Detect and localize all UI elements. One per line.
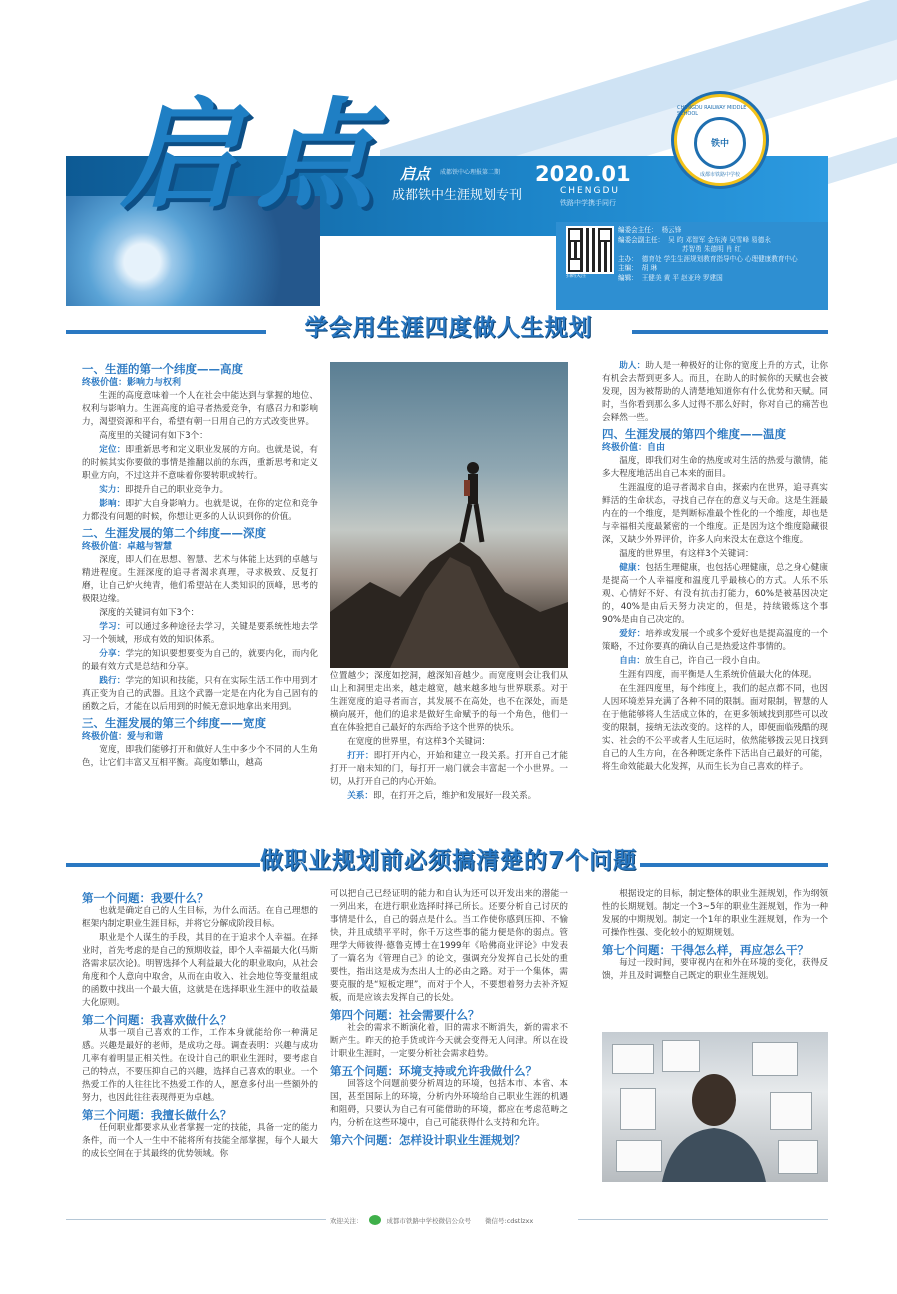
question-heading: 第五个问题：环境支持或允许我做什么？ <box>330 1064 537 1078</box>
keyword-text: 即重新思考和定义职业发展的方向。也就是说，有的时候其实你要做的事情是推翻以前的东西，重新思考和定义职业方向，不过这并不意味着你要转职或转行。 <box>82 445 318 481</box>
paragraph: 温度的世界里，有这样3个关键词： <box>619 549 754 559</box>
credit-row <box>618 274 828 284</box>
keyword-text: 即打开内心，开始和建立一段关系。打开自己才能打开一扇未知的门，每打开一扇门就会丰富起一个小世界。一切，从打开自己的内心开始。 <box>330 751 568 787</box>
qr-corner <box>568 228 582 242</box>
footer-wechat-id: 微信号:cdstlzxx <box>485 1216 534 1225</box>
person-silhouette-icon <box>602 1032 828 1182</box>
paragraph: 生涯有四度，而平衡是人生系统价值最大化的体现。 <box>619 670 817 680</box>
keyword-label: 分享： <box>99 649 126 659</box>
question-heading: 第三个问题：我擅长做什么？ <box>82 1108 232 1122</box>
section2-column-1 <box>82 888 318 1162</box>
paragraph: 在生涯四度里，每个纬度上，我们的起点都不同，也因人因环境差异充满了各种不同的限制。面对限制，智慧的人在于他能够将人生活成立体的，在更多领域找到那些可以改变的限制，接纳无法改变的。这样的人，即便面临残酷的现实、社会的不公平或者人生厄运时，依然能够拨云见日找到自己的人生方向，在各种既定条件下活出自己最好的可能，将生命效能最大化发挥，从而生长为自己喜欢的样子。 <box>602 684 828 772</box>
credit-row <box>618 264 828 274</box>
paragraph <box>602 655 828 668</box>
brand-subtitle: 成都铁中心理报第二期 <box>440 169 501 176</box>
paragraph <box>82 484 318 497</box>
qr-corner <box>568 258 582 272</box>
footer-follow-label: 欢迎关注： <box>330 1216 363 1225</box>
paragraph <box>82 444 318 483</box>
logo-ring-text: CHENGDU RAILWAY MIDDLE SCHOOL <box>677 104 747 117</box>
question-heading: 第四个问题：社会需要什么？ <box>330 1008 480 1022</box>
title-divider <box>640 863 828 867</box>
section2-column-3 <box>602 888 828 984</box>
paragraph: 可以把自己已经证明的能力和自认为还可以开发出来的潜能一一列出来，在进行职业选择时择己所长。还要分析自己讨厌的事情是什么，自己的弱点是什么。当工作使你感到压抑、不愉快，并且成绩平平时，你千万这些事的能力便是你的弱点。管理学大师彼得·德鲁克博士在1999年《哈佛商业评论》中发表了一篇名为《管理自己》的论文，强调充分发挥自己长处的重要性，指出这是成为杰出人士的必由之路。对于一个集体，需要克服的是“短板定理”，而对于个人，不要想着努力去补齐短板，而是应该去发挥自己的长处。 <box>330 889 568 1003</box>
credit-role: 编辑： <box>618 273 638 282</box>
value-subheading: 终极价值：爱与和谐 <box>82 732 164 742</box>
paragraph: 职业是个人谋生的手段，其目的在于追求个人幸福。在择业时，首先考虑的是自己的预期收益，即个人幸福最大化(马斯洛需求层次论)。明智选择个人利益最大化的职业取向，从社会角度和个人意向中取舍，从而在由收入、社会地位等变量组成的函数中找出一个最大值，这就是在选择职业生涯中的收益最大化原则。 <box>82 933 318 1008</box>
keyword-label: 实力： <box>99 485 125 495</box>
wechat-icon <box>369 1215 381 1225</box>
value-subheading: 终极价值：影响力与权利 <box>82 378 182 388</box>
logo-school-name: 成都市铁路中学校 <box>699 171 740 178</box>
section1-column-2 <box>330 670 568 804</box>
paragraph: 深度的关键词有如下3个： <box>99 608 200 618</box>
paragraph: 从事一项自己喜欢的工作，工作本身就能给你一种满足感。兴趣是最好的老师，是成功之母。调查表明：兴趣与成功几率有着明显正相关性。在设计自己的职业生涯时，要考虑自己的特点，不要压抑自己的兴趣，选择自己喜欢的职业。一个热爱工作的人往往比不热爱工作的人，愿意多付出一些额外的努力，也因此往往表现得更为卓越。 <box>82 1028 318 1103</box>
school-logo <box>674 94 766 186</box>
section2-column-2 <box>330 888 568 1147</box>
paragraph: 任何职业都要求从业者掌握一定的技能，具备一定的能力条件，而一个人一生中不能将所有技能全部掌握，每个人最大的成长空间在于其最终的优势领域。你 <box>82 1123 318 1159</box>
keyword-label: 践行： <box>99 676 126 686</box>
city-label: CHENGDU <box>560 186 620 196</box>
paragraph: 每过一段时间，要审视内在和外在环境的变化，获得反馈，并且及时调整自己既定的职业生涯规划。 <box>602 958 828 981</box>
keyword-text: 即，在打开之后，维护和发展好一段关系。 <box>372 791 537 801</box>
hiker-scene-icon <box>330 362 568 668</box>
paragraph <box>330 750 568 789</box>
title-divider <box>632 330 828 334</box>
planning-board-photo <box>602 1032 828 1182</box>
qr-caption: 扫码关注 <box>566 273 587 279</box>
qr-code-icon <box>566 226 614 274</box>
section-heading: 四、生涯发展的第四个维度——温度 <box>602 427 786 441</box>
keyword-label: 助人： <box>619 361 646 371</box>
title-divider <box>66 330 266 334</box>
paragraph: 温度，即我们对生命的热度或对生活的热爱与激情，能多大程度地活出自己本来的面目。 <box>602 456 828 479</box>
footer-account: 成都市铁路中学校微信公众号 <box>386 1216 471 1225</box>
credit-names: 杨云锋 <box>661 226 682 234</box>
credit-names: 胡 琳 <box>641 264 658 273</box>
keyword-label: 爱好： <box>619 629 646 639</box>
paragraph <box>602 562 828 627</box>
credit-row <box>618 226 828 236</box>
credit-role: 主办： <box>618 254 638 263</box>
credit-names: 苏智勇 朱德明 肖 红 <box>682 245 742 254</box>
credit-row <box>618 236 828 246</box>
keyword-label: 学习： <box>99 622 126 632</box>
paragraph: 社会的需求不断演化着，旧的需求不断消失，新的需求不断产生。昨天的抢手货或许今天就会变得无人问津。所以在设计职业生涯时，一定要分析社会需求趋势。 <box>330 1023 568 1059</box>
paragraph <box>82 498 318 524</box>
paragraph: 也就是确定自己的人生目标，为什么而活。在自己理想的框架内制定职业生涯目标，并将它分解成阶段目标。 <box>82 906 318 929</box>
value-subheading: 终极价值：卓越与智慧 <box>82 542 173 552</box>
keyword-text: 即扩大自身影响力。也就是说，在你的定位和竞争力都没有问题的时候，你想让更多的人认识到你的价值。 <box>82 499 318 522</box>
logo-center: 铁中 <box>694 117 746 169</box>
keyword-label: 影响： <box>99 499 126 509</box>
section-heading: 一、生涯的第一个纬度——高度 <box>82 362 243 376</box>
keyword-text: 可以通过多种途径去学习，关键是要系统性地去学习一个领域，形成有效的知识体系。 <box>82 622 318 645</box>
paragraph <box>330 790 568 803</box>
credit-names: 王健美 黄 平 赵亚玲 罗建国 <box>641 273 723 282</box>
title-divider <box>66 863 260 867</box>
credit-row <box>618 245 828 255</box>
section2-title: 做职业规划前必须搞清楚的7个问题 <box>259 848 637 874</box>
masthead-title: 启点 <box>120 85 393 224</box>
paragraph <box>82 675 318 714</box>
section-heading: 三、生涯发展的第三个纬度——宽度 <box>82 716 266 730</box>
question-heading: 第二个问题：我喜欢做什么？ <box>82 1013 232 1027</box>
value-subheading: 终极价值：自由 <box>602 443 666 453</box>
keyword-text: 放生自己，许自己一段小自由。 <box>644 656 766 666</box>
keyword-text: 培养或发展一个或多个爱好也是提高温度的一个策略，不过你要真的确认自己是热爱这件事情的。 <box>602 629 828 652</box>
keyword-label: 关系： <box>347 791 373 801</box>
brand-mark: 启点 <box>400 165 431 183</box>
credit-role: 编委会主任： <box>618 226 658 234</box>
credit-names: 德育处 学生生涯规划教育指导中心 心理健康教育中心 <box>641 254 798 263</box>
section1-column-1 <box>82 360 318 771</box>
credit-names: 吴 昀 邓智军 金东涛 吴雪峰 易德永 <box>668 235 771 244</box>
paragraph: 根据设定的目标，制定整体的职业生涯规划，作为纲领性的长期规划。制定一个3~5年的职业生涯规划，作为一种发展的中期规划。制定一个1年的职业生涯规划，作为一个可操作性强、变化较小的短期规划。 <box>602 889 828 938</box>
question-heading: 第七个问题：干得怎么样，再应怎么干？ <box>602 943 809 957</box>
slogan: 铁路中学携手同行 <box>560 199 616 207</box>
paragraph: 深度，即人们在思想、智慧、艺术与体能上达到的卓越与精进程度。生涯深度的追寻者渴求真理，寻求极致、反复打磨，让自己炉火纯青，他们希望站在人类知识的顶峰，思考的极限边缘。 <box>82 555 318 604</box>
section-heading: 二、生涯发展的第二个纬度——深度 <box>82 526 266 540</box>
paragraph <box>82 648 318 674</box>
paragraph: 宽度，即我们能够打开和做好人生中多少个不同的人生角色，让它们丰富又互相平衡。高度如攀山，越高 <box>82 745 318 768</box>
footer-divider <box>66 1219 326 1220</box>
keyword-label: 健康： <box>619 563 646 573</box>
footer <box>330 1212 770 1228</box>
paragraph: 在宽度的世界里，有这样3个关键词： <box>347 737 491 747</box>
section1-column-3 <box>602 360 828 775</box>
question-heading: 第六个问题：怎样设计职业生涯规划？ <box>330 1133 526 1147</box>
keyword-label: 定位： <box>99 445 126 455</box>
paragraph: 回答这个问题前要分析周边的环境，包括本市、本省、本国，甚至国际上的环境，分析内外环境给自己职业生涯的机遇和阻碍，只要认为自己有可能借助的环境，都应在考虑范畴之内，分析在这些环境中，自己可能获得什么支持和允许。 <box>330 1079 568 1128</box>
paragraph: 位置越少；深度如挖洞，越深知音越少。而宽度则会让我们从山上和洞里走出来，越走越宽，越来越多地与世界联系。对于生涯宽度的追寻者而言，其发展不在高处，也不在深处，而是横向展开，他们的追求是做好生命赋予的每一个角色，他们一直在体验把自己最好的东西给予这个世界的快乐。 <box>330 671 568 733</box>
keyword-text: 即提升自己的职业竞争力。 <box>124 485 229 495</box>
keyword-text: 助人是一种极好的让你的宽度上升的方式，让你有机会去帮到更多人。而且，在助人的时候你的天赋也会被发现，因为被帮助的人清楚地知道你有什么优势和天赋。同时，当你看到那么多人过得不那么好时，你对自己的痛苦也会释然一些。 <box>602 361 828 423</box>
issue-date: 2020.01 <box>535 162 631 186</box>
paragraph <box>602 360 828 425</box>
keyword-text: 学完的知识和技能，只有在实际生活工作中用到才真正变为自己的武器。且这个武器一定是在内化为自己固有的函数之后，才能在以后用到的时候无意识地拿出来用到。 <box>82 676 318 712</box>
qr-corner <box>598 228 612 242</box>
paragraph: 生涯温度的追寻者渴求自由，探索内在世界，追寻真实鲜活的生命状态，寻找自己存在的意义与天命。这是生涯最内在的一个维度，是判断标准最个性化的一个维度，却也是与幸福相关度最紧密的一个维度。正是因为这个维度隐藏很深，又缺少外界评价，许多人向来没太在意这个维度。 <box>602 483 828 545</box>
paragraph <box>82 621 318 647</box>
paragraph <box>602 628 828 654</box>
hiker-photo <box>330 362 568 668</box>
keyword-text: 学完的知识要想要变为自己的，就要内化，而内化的最有效方式是总结和分享。 <box>82 649 318 672</box>
credit-role: 主编： <box>618 264 638 273</box>
credit-row <box>618 255 828 265</box>
credit-role: 编委会副主任： <box>618 235 665 244</box>
question-heading: 第一个问题：我要什么？ <box>82 891 209 905</box>
paragraph: 生涯的高度意味着一个人在社会中能达到与掌握的地位、权利与影响力。生涯高度的追寻者热爱竞争，有感召力和影响力，渴望资源和平台，希望有朝一日用自己的方式改变世界。 <box>82 391 318 427</box>
credits-list <box>618 226 828 284</box>
keyword-label: 打开： <box>347 751 374 761</box>
paragraph: 高度里的关键词有如下3个： <box>99 431 208 441</box>
section1-title: 学会用生涯四度做人生规划 <box>304 315 593 341</box>
special-issue-title: 成都铁中生涯规划专刊 <box>392 188 523 203</box>
keyword-text: 包括生理健康，也包括心理健康，总之身心健康是提高一个人幸福度和温度几乎最核心的方式。人乐不乐观、心情好不好、有没有抗击打能力，60%是被基因决定的，40%是由后天努力决定的，但是，持续锻炼这个事90%是由自己决定的。 <box>602 563 828 625</box>
keyword-label: 自由： <box>619 656 645 666</box>
